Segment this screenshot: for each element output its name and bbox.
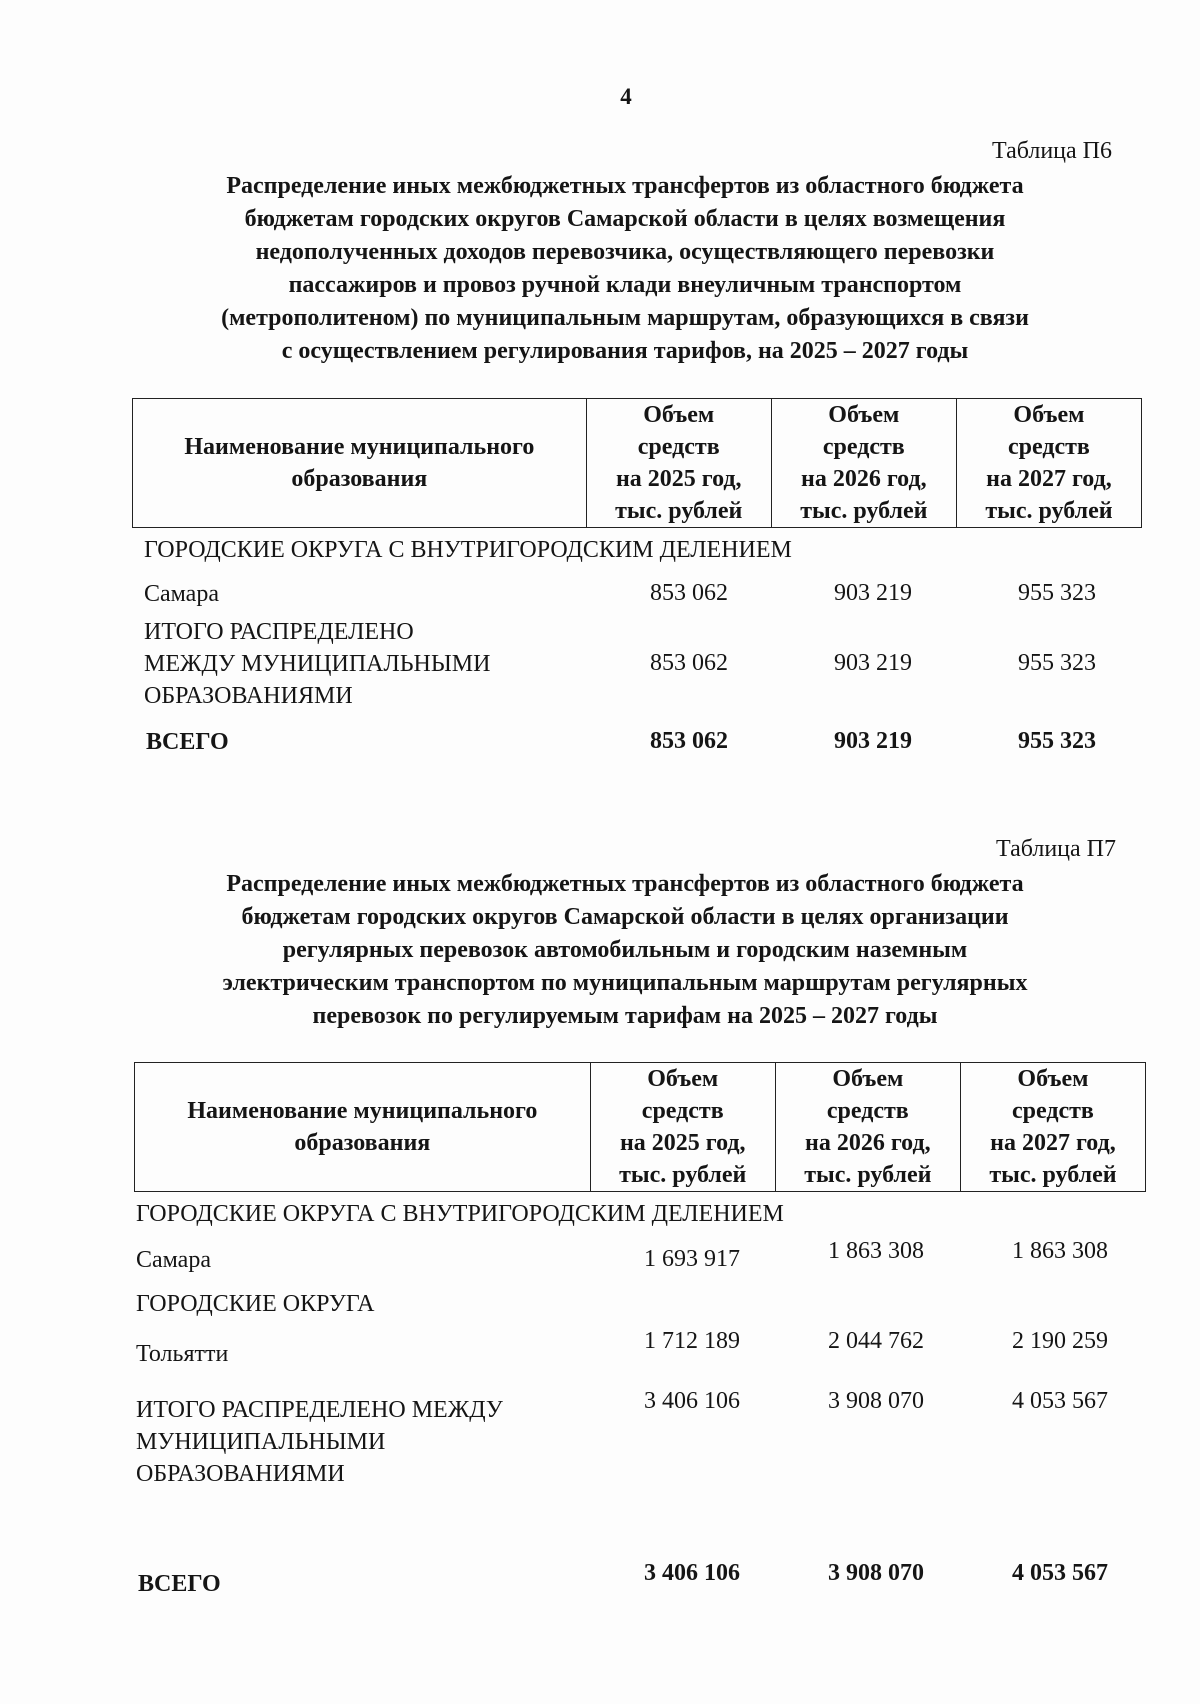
header-line: на 2025 год, — [619, 1130, 746, 1156]
header-line: на 2027 год, — [986, 466, 1112, 492]
table-p6-samara-2025: 853 062 — [650, 580, 728, 606]
table-p6-vsego-name: ВСЕГО — [146, 729, 229, 755]
table-p6-label: Таблица П6 — [992, 138, 1112, 164]
header-line: Объем — [1017, 1066, 1089, 1092]
itogo-line: ИТОГО РАСПРЕДЕЛЕНО — [144, 619, 414, 645]
header-2027-cell — [956, 399, 1141, 528]
title-line: перевозок по регулируемым тарифам на 2025 – 2027 годы — [312, 1003, 938, 1029]
header-name-line: образования — [291, 466, 428, 492]
header-2027-cell — [960, 1063, 1145, 1192]
header-line: средств — [637, 434, 720, 460]
header-line: на 2025 год, — [615, 466, 742, 492]
header-line: Объем — [647, 1066, 719, 1092]
itogo-line: ИТОГО РАСПРЕДЕЛЕНО МЕЖДУ — [136, 1397, 503, 1423]
header-line: тыс. рублей — [800, 498, 928, 524]
table-p7-tolyatti-2027: 2 190 259 — [1012, 1328, 1108, 1354]
table-p6-samara-2026: 903 219 — [834, 580, 912, 606]
header-line: средств — [641, 1098, 724, 1124]
header-line: Объем — [832, 1066, 904, 1092]
title-line: (метрополитеном) по муниципальным маршрутам, образующихся в связи — [221, 305, 1029, 331]
header-line: Объем — [1013, 402, 1085, 428]
header-line: тыс. рублей — [619, 1162, 747, 1188]
header-2026-cell — [771, 399, 956, 528]
table-p7-title — [140, 868, 1110, 1033]
itogo-line: МУНИЦИПАЛЬНЫМИ — [136, 1429, 386, 1455]
header-name-line: Наименование муниципального — [184, 434, 535, 460]
table-p7-vsego-2025: 3 406 106 — [644, 1560, 740, 1586]
table-p7-section1: ГОРОДСКИЕ ОКРУГА С ВНУТРИГОРОДСКИМ ДЕЛЕНИЕМ — [136, 1201, 784, 1227]
title-line: недополученных доходов перевозчика, осуществляющего перевозки — [255, 239, 995, 265]
itogo-line: ОБРАЗОВАНИЯМИ — [136, 1461, 345, 1487]
header-2025-cell — [590, 1063, 775, 1192]
header-line: средств — [1012, 1098, 1094, 1124]
table-p7-samara-2025: 1 693 917 — [644, 1246, 740, 1272]
header-line: Объем — [643, 402, 715, 428]
table-p7-vsego-2027: 4 053 567 — [1012, 1560, 1108, 1586]
table-p6-vsego-2027: 955 323 — [1018, 728, 1096, 754]
itogo-line: МЕЖДУ МУНИЦИПАЛЬНЫМИ — [144, 651, 491, 677]
header-line: на 2026 год, — [801, 466, 927, 492]
header-2025-cell — [586, 399, 771, 528]
page-number: 4 — [620, 84, 632, 109]
table-p7-tolyatti-name: Тольятти — [136, 1341, 229, 1367]
table-p6-itogo-2025: 853 062 — [650, 650, 728, 676]
table-p7-section2: ГОРОДСКИЕ ОКРУГА — [136, 1291, 375, 1317]
table-p6-vsego-2026: 903 219 — [834, 728, 912, 754]
title-line: регулярных перевозок автомобильным и городским наземным — [282, 937, 968, 963]
header-line: тыс. рублей — [989, 1162, 1117, 1188]
header-line: тыс. рублей — [985, 498, 1113, 524]
table-p7-itogo-2027: 4 053 567 — [1012, 1388, 1108, 1414]
table-p7-itogo-2025: 3 406 106 — [644, 1388, 740, 1414]
table-p6-itogo-2026: 903 219 — [834, 650, 912, 676]
header-line: на 2026 год, — [805, 1130, 931, 1156]
table-p7-vsego-name: ВСЕГО — [138, 1571, 221, 1597]
title-line: бюджетам городских округов Самарской области в целях организации — [241, 904, 1009, 930]
table-p7-samara-2027: 1 863 308 — [1012, 1238, 1108, 1264]
header-line: средств — [822, 434, 905, 460]
table-p7-itogo-2026: 3 908 070 — [828, 1388, 924, 1414]
itogo-line: ОБРАЗОВАНИЯМИ — [144, 683, 353, 709]
table-p6-itogo-name — [144, 616, 490, 712]
title-line: Распределение иных межбюджетных трансфертов из областного бюджета — [226, 173, 1024, 199]
table-p6-itogo-2027: 955 323 — [1018, 650, 1096, 676]
header-line: средств — [1007, 434, 1090, 460]
header-line: тыс. рублей — [615, 498, 743, 524]
header-line: средств — [826, 1098, 909, 1124]
header-name-cell — [135, 1063, 591, 1192]
table-p7-header — [134, 1062, 1146, 1192]
header-line: тыс. рублей — [804, 1162, 932, 1188]
table-p6-samara-2027: 955 323 — [1018, 580, 1096, 606]
title-line: Распределение иных межбюджетных трансфертов из областного бюджета — [226, 871, 1024, 897]
table-p6-header — [132, 398, 1142, 528]
header-2026-cell — [775, 1063, 960, 1192]
title-line: пассажиров и провоз ручной клади внеуличным транспортом — [288, 272, 962, 298]
header-name-cell — [133, 399, 587, 528]
table-p7-vsego-2026: 3 908 070 — [828, 1560, 924, 1586]
table-p6-section: ГОРОДСКИЕ ОКРУГА С ВНУТРИГОРОДСКИМ ДЕЛЕНИЕМ — [144, 537, 792, 563]
header-name-line: образования — [294, 1130, 431, 1156]
table-p6-samara-name: Самара — [144, 581, 219, 607]
table-p7-tolyatti-2026: 2 044 762 — [828, 1328, 924, 1354]
header-line: на 2027 год, — [990, 1130, 1116, 1156]
table-p7-label: Таблица П7 — [996, 836, 1116, 862]
table-p6-vsego-2025: 853 062 — [650, 728, 728, 754]
table-p7-itogo-name — [136, 1394, 503, 1490]
table-p6-title — [140, 170, 1110, 368]
table-p7-samara-name: Самара — [136, 1247, 211, 1273]
header-line: Объем — [828, 402, 900, 428]
title-line: с осуществлением регулирования тарифов, на 2025 – 2027 годы — [281, 338, 969, 364]
header-name-line: Наименование муниципального — [187, 1098, 538, 1124]
table-p7-tolyatti-2025: 1 712 189 — [644, 1328, 740, 1354]
table-p7-samara-2026: 1 863 308 — [828, 1238, 924, 1264]
title-line: бюджетам городских округов Самарской области в целях возмещения — [244, 206, 1006, 232]
title-line: электрическим транспортом по муниципальным маршрутам регулярных — [222, 970, 1028, 996]
